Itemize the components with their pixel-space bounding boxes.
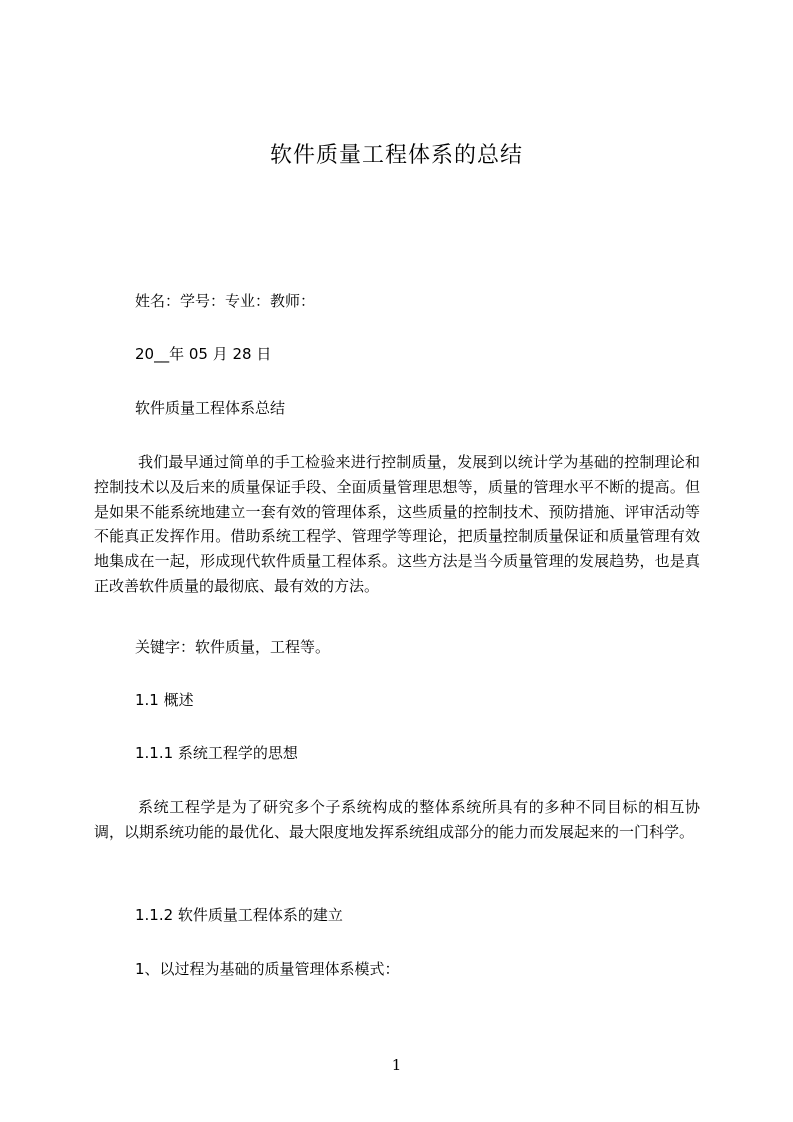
info-line: 姓名：学号：专业：教师： — [135, 292, 316, 310]
keywords-line: 关键字：软件质量，工程等。 — [135, 638, 331, 656]
systems-paragraph: 系统工程学是为了研究多个子系统构成的整体系统所具有的多种不同目标的相互协调，以期系统功能的最优化、最大限度地发挥系统组成部分的能力而发展起来的一门科学。 — [94, 798, 700, 841]
date-line: 20__年 05 月 28 日 — [135, 345, 272, 363]
list-item-1: 1、以过程为基础的质量管理体系模式： — [135, 960, 400, 978]
abstract-paragraph: 我们最早通过简单的手工检验来进行控制质量，发展到以统计学为基础的控制理论和控制技术以及后来的质量保证手段、全面质量管理思想等，质量的管理水平不断的提高。但是如果不能系统地建立一套有效的管理体系，这些质量的控制技术、预防措施、评审活动等不能真正发挥作用。借助系统工程学、管理学等理论，把质量控制质量保证和质量管理有效地集成在一起，形成现代软件质量工程体系。这些方法是当今质量管理的发展趋势，也是真正改善软件质量的最彻底、最有效的方法。 — [94, 453, 700, 595]
section-heading-1-1-2: 1.1.2 软件质量工程体系的建立 — [135, 906, 343, 924]
section-heading-1-1-1: 1.1.1 系统工程学的思想 — [135, 744, 298, 762]
page-number: 1 — [391, 1056, 402, 1074]
subtitle: 软件质量工程体系总结 — [135, 399, 286, 417]
section-heading-1-1: 1.1 概述 — [135, 691, 194, 709]
document-title: 软件质量工程体系的总结 — [269, 143, 523, 168]
